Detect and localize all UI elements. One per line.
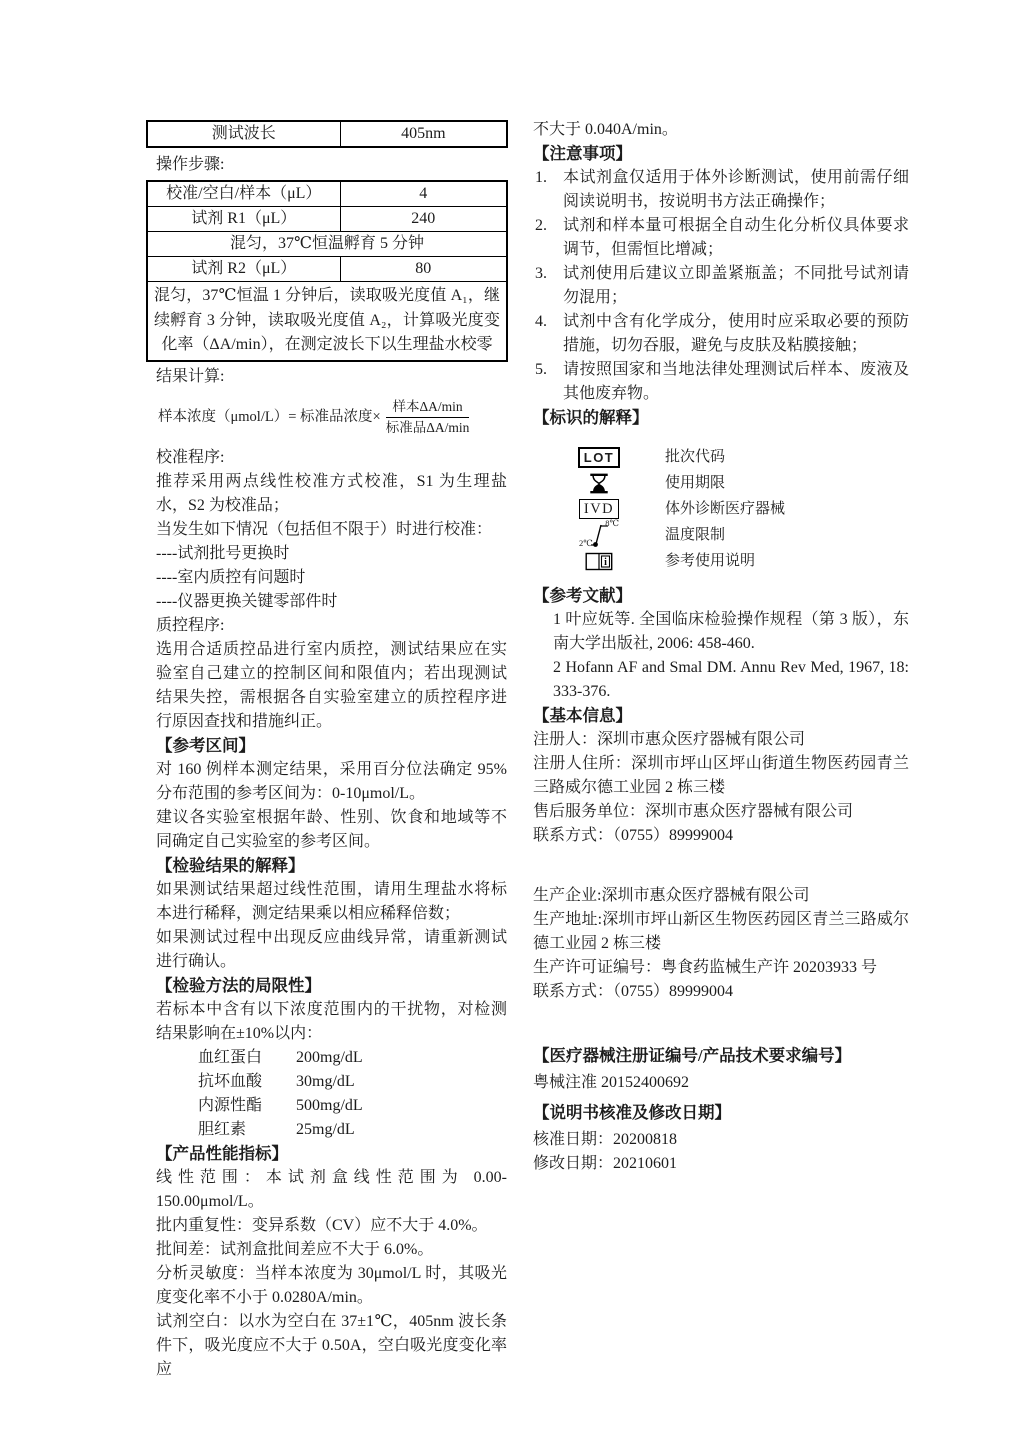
section-heading-references: 【参考文献】 — [533, 586, 632, 605]
info-line-manufacture-address: 生产地址:深圳市坪山新区生物医药园区青兰三路威尔德工业园 2 栋三楼 — [533, 911, 909, 952]
info-line-production-license: 生产许可证编号：粤食药监械生产许 20203933 号 — [533, 959, 878, 976]
temp-high-label: 8℃ — [605, 518, 619, 528]
revision-date: 修改日期：20210601 — [533, 1155, 678, 1172]
precaution-number: 2. — [535, 217, 547, 234]
precaution-item — [533, 214, 909, 262]
precaution-number: 5. — [535, 361, 547, 378]
interferent-name: 胆红素 — [198, 1120, 247, 1138]
booklet-icon — [563, 552, 635, 571]
section-heading-basic-info: 【基本信息】 — [533, 706, 632, 725]
table-row — [147, 282, 507, 361]
interferent-name: 抗坏血酸 — [198, 1072, 263, 1090]
reference-item: 1 叶应妩等. 全国临床检验操作规程（第 3 版），东南大学出版社, 2006: 458-460. — [553, 611, 909, 652]
precaution-text: 试剂中含有化学成分，使用时应采取必要的预防措施，切勿吞服，避免与皮肤及粘膜接触； — [563, 313, 909, 354]
table-row — [147, 207, 507, 232]
performance-line: 批间差：试剂盒批间差应不大于 6.0%。 — [156, 1240, 434, 1258]
interferent-row — [198, 1046, 508, 1070]
param-value: 240 — [340, 207, 507, 232]
param-value: 80 — [340, 257, 507, 282]
symbols-list — [533, 444, 909, 574]
section-heading-reference-interval: 【参考区间】 — [156, 735, 255, 755]
left-column — [146, 120, 508, 1382]
steps-label: 操作步骤: — [156, 156, 225, 173]
formula-fraction — [386, 398, 470, 437]
table-row — [147, 232, 507, 257]
precaution-item — [533, 310, 909, 358]
precaution-text: 试剂和样本量可根据全自动生化分析仪具体要求调节，但需恒比增减； — [563, 217, 909, 258]
precaution-number: 3. — [535, 265, 547, 282]
symbol-label: 批次代码 — [665, 449, 726, 465]
temperature-limit-icon — [563, 518, 635, 549]
calibration-line: 推荐采用两点线性校准方式校准，S1 为生理盐水，S2 为校准品； — [156, 472, 507, 514]
symbol-label: 温度限制 — [665, 527, 726, 543]
formula-denominator: 标准品ΔA/min — [385, 419, 470, 435]
interferent-name: 血红蛋白 — [198, 1048, 263, 1066]
interferent-name: 内源性酯 — [198, 1096, 263, 1114]
info-line-registrant: 注册人：深圳市惠众医疗器械有限公司 — [533, 731, 806, 748]
interferent-value: 25mg/dL — [296, 1120, 355, 1138]
performance-line: 试剂空白：以水为空白在 37±1℃，405nm 波长条件下，吸光度应不大于 0.50A，空白吸光度变化率应 — [156, 1312, 507, 1378]
lot-icon: LOT — [563, 447, 635, 468]
precaution-item — [533, 262, 909, 310]
symbol-row — [563, 470, 909, 496]
calibration-line: 当发生如下情况（包括但不限于）时进行校准： — [156, 520, 493, 538]
precaution-text: 请按照国家和当地法律处理测试后样本、废液及其他废弃物。 — [563, 361, 909, 402]
info-line-registrant-address: 注册人住所：深圳市坪山区坪山街道生物医药园青兰三路威尔德工业园 2 栋三楼 — [533, 755, 909, 796]
wavelength-value: 405nm — [340, 121, 507, 147]
operation-steps-table — [146, 180, 508, 362]
section-heading-symbols: 【标识的解释】 — [533, 408, 649, 427]
approval-date: 核准日期：20200818 — [533, 1131, 678, 1148]
continuation-text: 不大于 0.040A/min。 — [533, 121, 678, 138]
limitations-intro: 若标本中含有以下浓度范围内的干扰物，对检测结果影响在±10%以内： — [156, 1000, 507, 1042]
symbol-label: 参考使用说明 — [665, 553, 756, 569]
symbol-label: 使用期限 — [665, 475, 726, 491]
param-label: 试剂 R1（μL） — [147, 207, 340, 232]
spacer — [533, 848, 909, 884]
registration-number: 粤械注准 20152400692 — [533, 1074, 690, 1091]
formula-numerator: 样本ΔA/min — [386, 398, 470, 418]
performance-line: 批内重复性：变异系数（CV）应不大于 4.0%。 — [156, 1216, 488, 1234]
reference-interval-text: 建议各实验室根据年龄、性别、饮食和地域等不同确定自己实验室的参考区间。 — [156, 808, 507, 850]
precaution-text: 试剂使用后建议立即盖紧瓶盖；不同批号试剂请勿混用； — [563, 265, 909, 306]
hourglass-icon — [563, 473, 635, 494]
section-heading-precautions: 【注意事项】 — [533, 144, 632, 163]
interferent-value: 500mg/dL — [296, 1096, 363, 1114]
concentration-formula — [158, 398, 508, 437]
qc-label: 质控程序: — [156, 616, 225, 634]
reference-interval-text: 对 160 例样本测定结果，采用百分位法确定 95%分布范围的参考区间为：0-10μmol/L。 — [156, 760, 507, 802]
precaution-number: 4. — [535, 313, 547, 330]
interferent-row — [198, 1118, 508, 1142]
calibration-line: ----室内质控有问题时 — [156, 568, 306, 586]
precaution-item — [533, 358, 909, 406]
info-line-contact: 联系方式：（0755）89999004 — [533, 827, 734, 844]
table-row — [147, 181, 507, 207]
performance-line: 线性范围：本试剂盒线性范围为 0.00-150.00μmol/L。 — [156, 1168, 507, 1210]
qc-text: 选用合适质控品进行室内质控，测试结果应在实验室自己建立的控制区间和限值内；若出现测试结果失控，需根据各自实验室建立的质控程序进行原因查找和措施纠正。 — [156, 640, 507, 730]
formula-lhs: 样本浓度（μmol/L）= 标准品浓度× — [158, 409, 381, 425]
ivd-icon: IVD — [563, 499, 635, 519]
interferent-row — [198, 1094, 508, 1118]
steps-footer: 混匀，37℃恒温 1 分钟后，读取吸光度值 A₁，继续孵育 3 分钟，读取吸光度值 A₂，计算吸光度变化率（ΔA/min），在测定波长下以生理盐水校零 — [147, 282, 507, 361]
section-heading-limitations: 【检验方法的局限性】 — [156, 975, 321, 995]
result-interpretation-text: 如果测试过程中出现反应曲线异常，请重新测试进行确认。 — [156, 928, 507, 970]
symbol-row — [563, 518, 909, 548]
right-column — [533, 118, 909, 1176]
symbol-row — [563, 548, 909, 574]
wavelength-table — [146, 120, 508, 148]
param-value: 4 — [340, 181, 507, 207]
booklet-i-glyph: i — [604, 556, 607, 568]
interferent-value: 30mg/dL — [296, 1072, 355, 1090]
info-line-contact: 联系方式：（0755）89999004 — [533, 983, 734, 1000]
calibration-line: ----试剂批号更换时 — [156, 544, 290, 562]
result-calc-label: 结果计算: — [156, 367, 225, 385]
section-heading-registration: 【医疗器械注册证编号/产品技术要求编号】 — [533, 1046, 852, 1065]
reference-item: 2 Hofann AF and Smal DM. Annu Rev Med, 1967, 18: 333-376. — [553, 659, 909, 700]
table-row — [147, 121, 507, 147]
wavelength-label: 测试波长 — [147, 121, 340, 147]
calibration-label: 校准程序: — [156, 448, 225, 466]
param-label: 试剂 R2（μL） — [147, 257, 340, 282]
param-label: 校准/空白/样本（μL） — [147, 181, 340, 207]
section-heading-dates: 【说明书核准及修改日期】 — [533, 1103, 731, 1122]
precaution-text: 本试剂盒仅适用于体外诊断测试，使用前需仔细阅读说明书，按说明书方法正确操作； — [563, 169, 909, 210]
symbol-label: 体外诊断医疗器械 — [665, 501, 786, 517]
interferent-row — [198, 1070, 508, 1094]
temp-low-label: 2℃ — [579, 538, 593, 548]
info-line-manufacturer: 生产企业:深圳市惠众医疗器械有限公司 — [533, 887, 810, 904]
interferent-value: 200mg/dL — [296, 1048, 363, 1066]
performance-line: 分析灵敏度：当样本浓度为 30μmol/L 时，其吸光度变化率不小于 0.0280A/min。 — [156, 1264, 507, 1306]
precaution-number: 1. — [535, 169, 547, 186]
info-line-service-unit: 售后服务单位：深圳市惠众医疗器械有限公司 — [533, 803, 854, 820]
symbol-row — [563, 444, 909, 470]
calibration-line: ----仪器更换关键零部件时 — [156, 592, 338, 610]
precaution-item — [533, 166, 909, 214]
spacer — [533, 1004, 909, 1044]
section-heading-performance: 【产品性能指标】 — [156, 1143, 288, 1163]
result-interpretation-text: 如果测试结果超过线性范围，请用生理盐水将标本进行稀释，测定结果乘以相应稀释倍数； — [156, 880, 507, 922]
section-heading-result-interpretation: 【检验结果的解释】 — [156, 855, 305, 875]
table-row — [147, 257, 507, 282]
incubation-row: 混匀，37℃恒温孵育 5 分钟 — [147, 232, 507, 257]
